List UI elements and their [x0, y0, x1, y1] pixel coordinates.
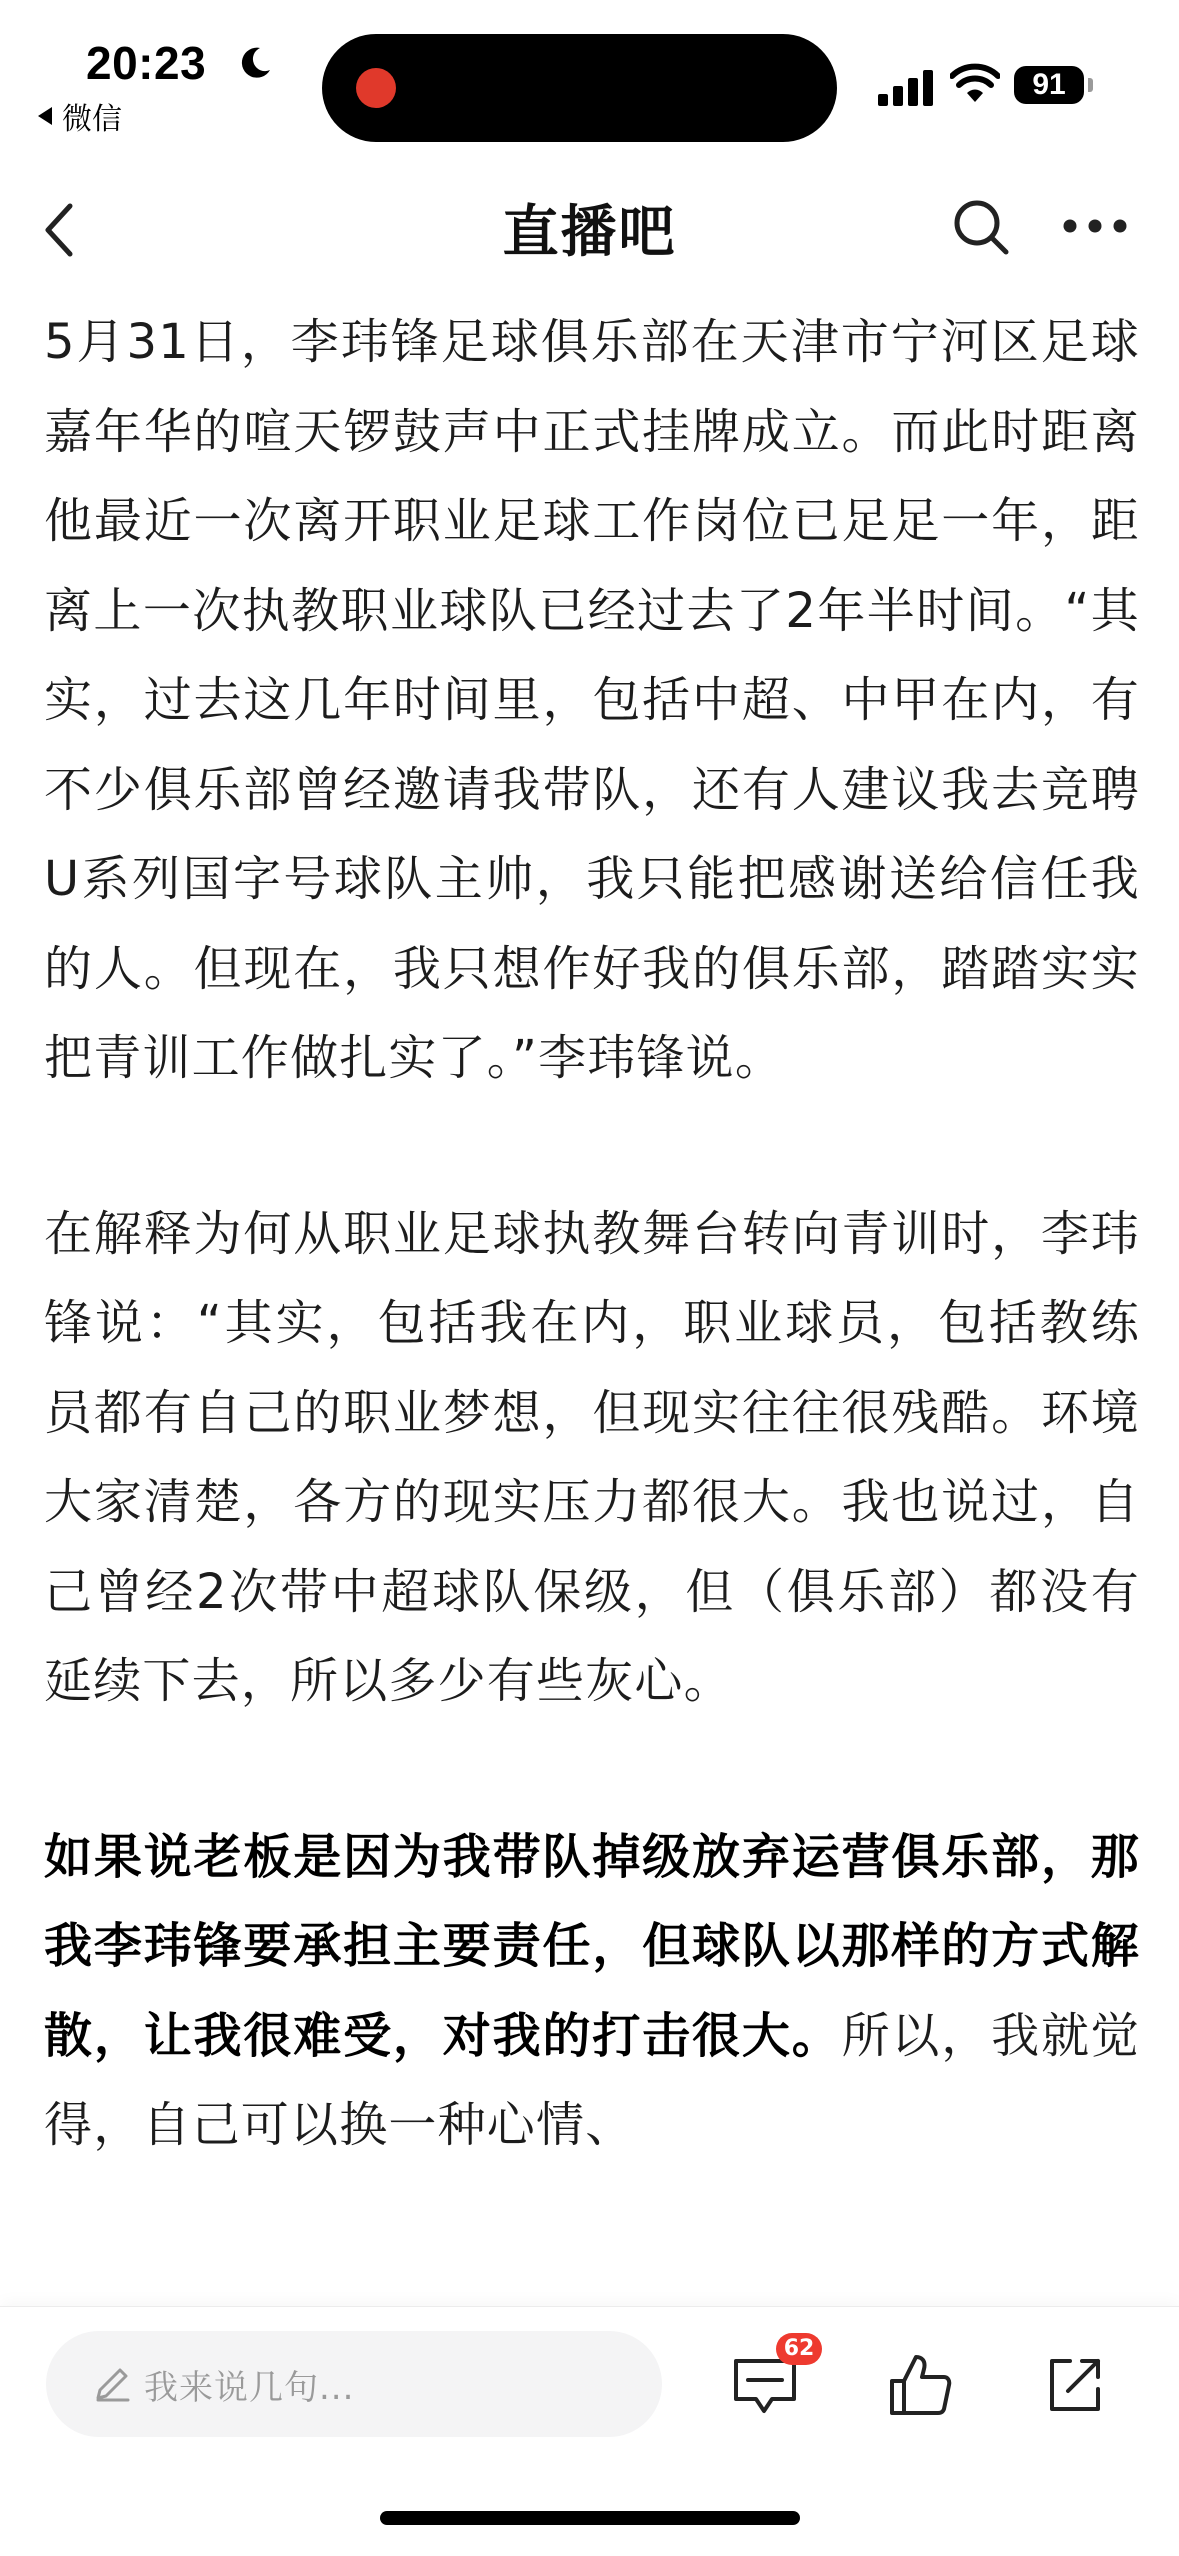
- article-paragraph: 在解释为何从职业足球执教舞台转向青训时，李玮锋说：“其实，包括我在内，职业球员，包括教练员都有自己的职业梦想，但现实往往很残酷。环境大家清楚，各方的现实压力都很大。我也说过，自己曾经2次带中超球队保级，但（俱乐部）都没有延续下去，所以多少有些灰心。: [44, 1205, 1140, 1709]
- article-text: 所以，我就觉得，自己可以换一种心情、: [44, 2007, 1140, 2153]
- bottom-action-bar: [0, 2307, 1179, 2556]
- article-body: [44, 298, 1140, 2171]
- back-to-app-link[interactable]: [38, 94, 122, 138]
- signal-icon: [876, 70, 936, 106]
- article-paragraph: 5月31日，李玮锋足球俱乐部在天津市宁河区足球嘉年华的喧天锣鼓声中正式挂牌成立。而此时距离他最近一次离开职业足球工作岗位已足足一年，距离上一次执教职业球队已经过去了2年半时间。“其实，过去这几年时间里，包括中超、中甲在内，有不少俱乐部曾经邀请我带队，还有人建议我去竞聘U系列国字号球队主帅，我只能把感谢送给信任我的人。但现在，我只想作好我的俱乐部，踏踏实实把青训工作做扎实了。”李玮锋说。: [44, 314, 1140, 1086]
- comment-placeholder: 我来说几句...: [144, 2367, 355, 2408]
- pencil-icon: [92, 2364, 132, 2404]
- moon-icon: [236, 44, 274, 82]
- back-app-label: 微信: [62, 102, 122, 137]
- recording-indicator-icon: [356, 68, 396, 108]
- comment-count-badge: 62: [776, 2333, 822, 2365]
- battery-cap: [1088, 78, 1093, 92]
- back-triangle-icon: [38, 107, 52, 125]
- share-icon[interactable]: [1044, 2353, 1106, 2415]
- search-icon[interactable]: [950, 196, 1012, 258]
- thumbs-up-icon[interactable]: [886, 2351, 954, 2419]
- wifi-icon: [950, 62, 1000, 104]
- status-time: 20:23: [86, 37, 207, 89]
- nav-bar: [0, 170, 1179, 280]
- battery-icon: [1014, 66, 1084, 104]
- home-indicator[interactable]: [380, 2511, 800, 2525]
- more-icon[interactable]: [1062, 218, 1128, 234]
- status-bar: [0, 0, 1179, 150]
- article-bold-text: 如果说老板是因为我带队掉级放弃运营俱乐部，那我李玮锋要承担主要责任，但球队以那样的方式解散，让我很难受，对我的打击很大。: [44, 1828, 1140, 2064]
- article-paragraph: [44, 1813, 1140, 2171]
- page-title: 直播吧: [502, 200, 677, 265]
- dynamic-island[interactable]: [322, 34, 837, 142]
- battery-level: 91: [1032, 68, 1066, 101]
- comment-input[interactable]: [46, 2331, 662, 2437]
